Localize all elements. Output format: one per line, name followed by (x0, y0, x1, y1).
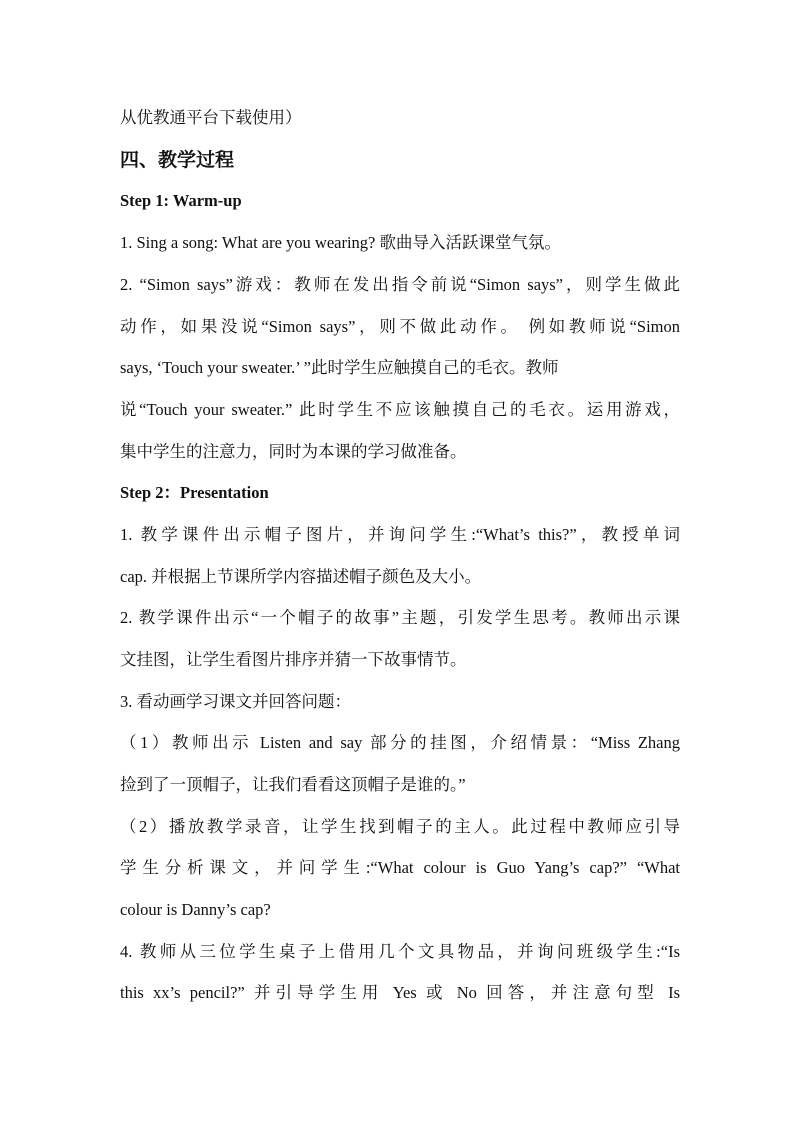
paragraph-line: says, ‘Touch your sweater.’ ”此时学生应触摸自己的毛衣。教师 (120, 358, 559, 377)
step-1-heading: Step 1: Warm-up (120, 191, 242, 210)
paragraph-line: 1. 教学课件出示帽子图片，并询问学生:“What’s this?”，教授单词 (120, 525, 680, 544)
paragraph-line: 动作，如果没说“Simon says”，则不做此动作。 例如教师说“Simon (120, 317, 680, 336)
paragraph-line: 1. Sing a song: What are you wearing? 歌曲导入活跃课堂气氛。 (120, 233, 562, 252)
paragraph-line: （2）播放教学录音，让学生找到帽子的主人。此过程中教师应引导 (120, 817, 680, 836)
paragraph-line: 文挂图，让学生看图片排序并猜一下故事情节。 (120, 650, 467, 669)
paragraph-line: 说“Touch your sweater.” 此时学生不应该触摸自己的毛衣。运用游戏， (120, 400, 680, 419)
section-heading: 四、教学过程 (120, 149, 235, 171)
paragraph-line: （1）教师出示 Listen and say 部分的挂图，介绍情景：“Miss Zhang (120, 733, 680, 752)
paragraph-line: 捡到了一顶帽子，让我们看看这顶帽子是谁的。” (120, 775, 466, 794)
paragraph-line: 2. 教学课件出示“一个帽子的故事”主题，引发学生思考。教师出示课 (120, 608, 680, 627)
step-2-heading: Step 2：Presentation (120, 483, 269, 502)
paragraph-line: this xx’s pencil?” 并引导学生用 Yes 或 No 回答，并注意句型 Is (120, 983, 680, 1002)
paragraph-line: 集中学生的注意力，同时为本课的学习做准备。 (120, 442, 467, 461)
paragraph-line: 3. 看动画学习课文并回答问题： (120, 692, 351, 711)
paragraph-line: 2. “Simon says”游戏：教师在发出指令前说“Simon says”，则学生做此 (120, 275, 680, 294)
paragraph-line: colour is Danny’s cap? (120, 900, 271, 919)
paragraph-line: cap. 并根据上节课所学内容描述帽子颜色及大小。 (120, 567, 482, 586)
paragraph-line: 4. 教师从三位学生桌子上借用几个文具物品，并询问班级学生:“Is (120, 942, 680, 961)
continued-note: 从优教通平台下载使用） (120, 108, 302, 127)
paragraph-line: 学生分析课文，并问学生:“What colour is Guo Yang’s cap?” “What (120, 858, 680, 877)
